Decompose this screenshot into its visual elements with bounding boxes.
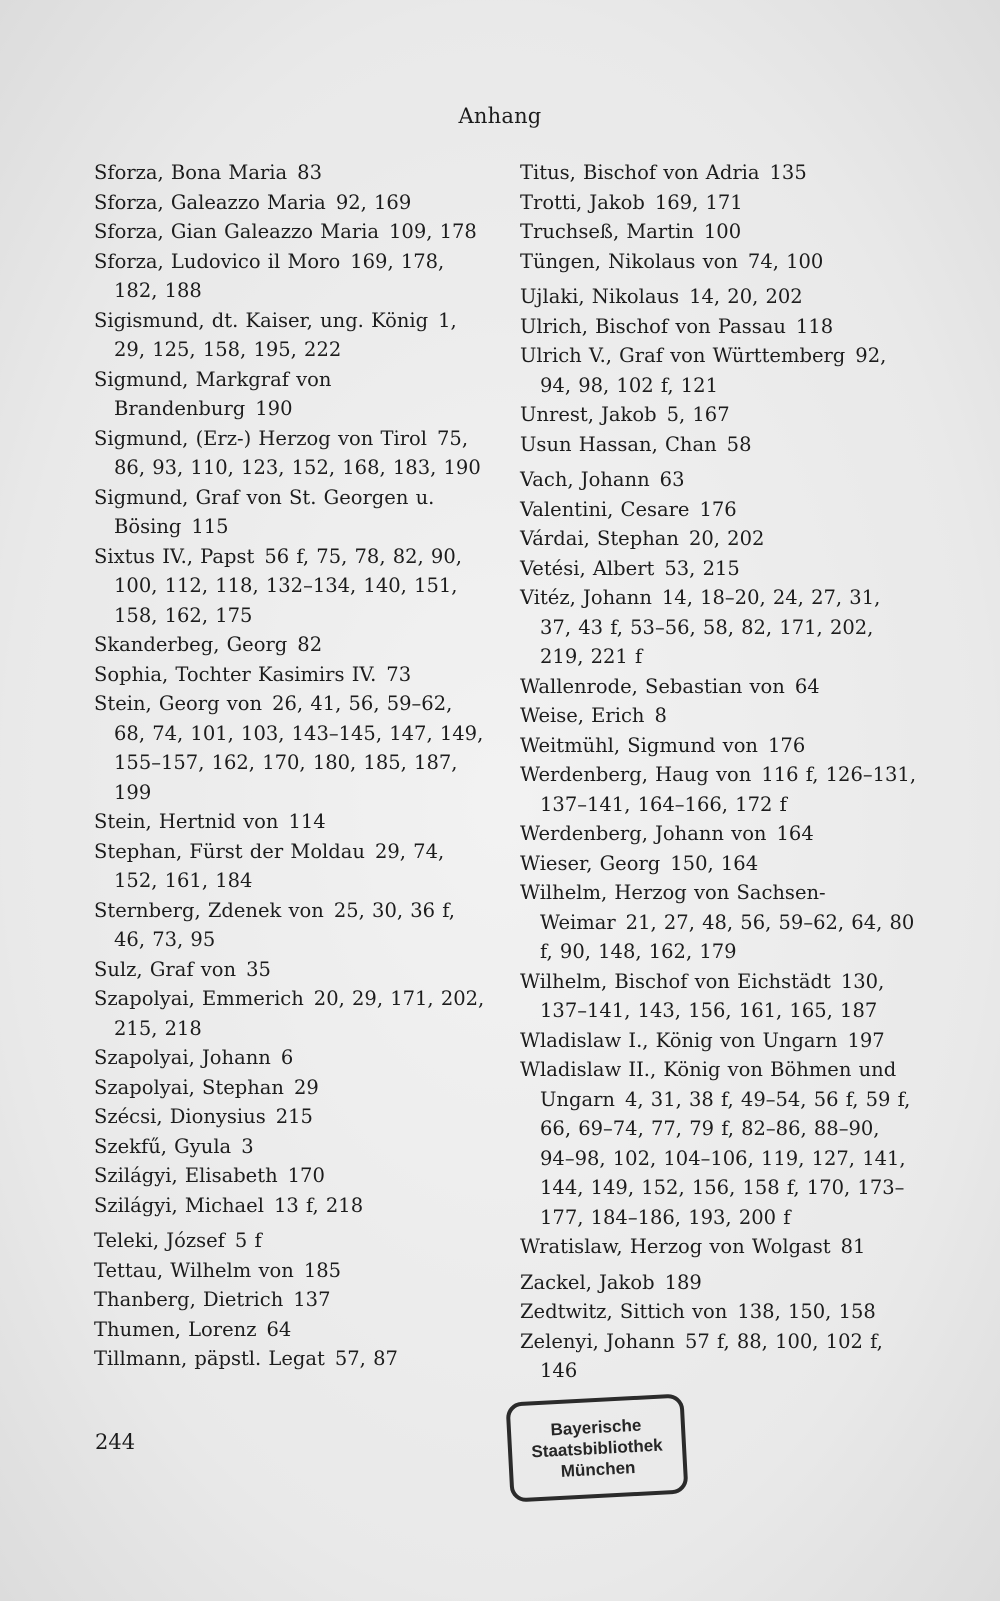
index-entry: Sforza, Ludovico il Moro 169, 178, 182, 188 <box>94 249 445 302</box>
index-entry: Vach, Johann 63 <box>520 468 685 491</box>
index-entry: Szapolyai, Johann 6 <box>94 1046 294 1069</box>
index-entry: Sixtus IV., Papst 56 f, 75, 78, 82, 90, 100, 112, 118, 132–134, 140, 151, 158, 162, 175 <box>94 544 462 627</box>
index-entry: Wratislaw, Herzog von Wolgast 81 <box>520 1235 866 1258</box>
index-entry: Szekfű, Gyula 3 <box>94 1134 254 1158</box>
index-entry: Stein, Georg von 26, 41, 56, 59–62, 68, 74, 101, 103, 143–145, 147, 149, 155–157, 162, 170, 180, 185, 187, 199 <box>94 692 484 804</box>
index-entry: Zackel, Jakob 189 <box>520 1270 702 1294</box>
index-entry: Zelenyi, Johann 57 f, 88, 100, 102 f, 146 <box>520 1329 883 1382</box>
index-entry: Szapolyai, Stephan 29 <box>94 1075 319 1099</box>
index-entry: Sternberg, Zdenek von 25, 30, 36 f, 46, 73, 95 <box>94 898 455 951</box>
index-entry: Szilágyi, Elisabeth 170 <box>94 1164 325 1187</box>
index-entry: Sigmund, Graf von St. Georgen u. Bösing 115 <box>94 485 435 538</box>
index-column-left <box>94 158 490 1374</box>
index-entry: Vetési, Albert 53, 215 <box>520 556 740 580</box>
index-entry: Wilhelm, Herzog von Sachsen-Weimar 21, 27, 48, 56, 59–62, 64, 80 f, 90, 148, 162, 179 <box>520 881 915 963</box>
index-entry: Stephan, Fürst der Moldau 29, 74, 152, 161, 184 <box>94 839 445 892</box>
index-entry: Wallenrode, Sebastian von 64 <box>520 674 820 698</box>
index-entry: Szapolyai, Emmerich 20, 29, 171, 202, 215, 218 <box>94 987 485 1040</box>
index-entry: Sigmund, (Erz-) Herzog von Tirol 75, 86, 93, 110, 123, 152, 168, 183, 190 <box>94 426 481 479</box>
index-entry: Valentini, Cesare 176 <box>520 497 737 521</box>
index-entry: Skanderbeg, Georg 82 <box>94 633 323 656</box>
index-entry: Vitéz, Johann 14, 18–20, 24, 27, 31, 37, 43 f, 53–56, 58, 82, 171, 202, 219, 221 f <box>520 586 881 668</box>
stamp-line: Staatsbibliothek <box>530 1435 664 1461</box>
index-entry: Usun Hassan, Chan 58 <box>520 432 752 456</box>
index-entry: Truchseß, Martin 100 <box>520 220 742 243</box>
index-entry: Sophia, Tochter Kasimirs IV. 73 <box>94 662 412 686</box>
index-entry: Várdai, Stephan 20, 202 <box>520 527 765 550</box>
index-entry: Thumen, Lorenz 64 <box>94 1317 292 1341</box>
index-entry: Sigmund, Markgraf von Brandenburg 190 <box>94 367 332 420</box>
index-entry: Zedtwitz, Sittich von 138, 150, 158 <box>520 1300 876 1323</box>
index-entry: Ujlaki, Nikolaus 14, 20, 202 <box>520 285 803 308</box>
index-entry: Tettau, Wilhelm von 185 <box>94 1258 342 1282</box>
index-entry: Sforza, Bona Maria 83 <box>94 161 322 184</box>
index-entry: Stein, Hertnid von 114 <box>94 810 326 833</box>
page-number: 244 <box>95 1430 136 1454</box>
index-entry: Unrest, Jakob 5, 167 <box>520 403 730 426</box>
index-entry: Weise, Erich 8 <box>520 704 667 727</box>
index-entry: Ulrich, Bischof von Passau 118 <box>520 314 834 338</box>
index-entry: Sulz, Graf von 35 <box>94 957 271 981</box>
index-entry: Trotti, Jakob 169, 171 <box>520 190 743 214</box>
index-entry: Tüngen, Nikolaus von 74, 100 <box>520 249 824 273</box>
index-entry: Ulrich V., Graf von Württemberg 92, 94, 98, 102 f, 121 <box>520 344 887 397</box>
index-entry: Thanberg, Dietrich 137 <box>94 1288 331 1311</box>
index-entry: Weitmühl, Sigmund von 176 <box>520 733 806 757</box>
index-entry: Szécsi, Dionysius 215 <box>94 1105 313 1128</box>
running-header: Anhang <box>458 104 542 128</box>
index-entry: Szilágyi, Michael 13 f, 218 <box>94 1193 364 1217</box>
index-entry: Teleki, József 5 f <box>94 1229 262 1252</box>
index-entry: Tillmann, päpstl. Legat 57, 87 <box>94 1347 398 1370</box>
stamp-line: München <box>560 1457 636 1481</box>
index-entry: Titus, Bischof von Adria 135 <box>520 161 807 184</box>
index-entry: Sforza, Galeazzo Maria 92, 169 <box>94 190 412 214</box>
index-entry: Werdenberg, Haug von 116 f, 126–131, 137–141, 164–166, 172 f <box>520 763 917 816</box>
index-entry: Wilhelm, Bischof von Eichstädt 130, 137–141, 143, 156, 161, 165, 187 <box>520 969 885 1022</box>
index-entry: Werdenberg, Johann von 164 <box>520 822 814 845</box>
stamp-line: Bayerische <box>550 1415 642 1439</box>
index-entry: Wladislaw II., König von Böhmen und Ungarn 4, 31, 38 f, 49–54, 56 f, 59 f, 66, 69–74, 77, 79 f, 82–86, 88–90, 94–98, 102, 104–106, 119, 127, 141, 144, 149, 152, 156, 158 f, 170, 173–177, 184–186, 193, 200 f <box>520 1058 911 1229</box>
index-entry: Sigismund, dt. Kaiser, ung. König 1, 29, 125, 158, 195, 222 <box>94 308 457 361</box>
library-stamp <box>506 1393 689 1502</box>
index-entry: Wieser, Georg 150, 164 <box>520 851 759 875</box>
index-entry: Wladislaw I., König von Ungarn 197 <box>520 1028 885 1052</box>
index-column-right <box>520 158 918 1386</box>
index-entry: Sforza, Gian Galeazzo Maria 109, 178 <box>94 220 477 243</box>
